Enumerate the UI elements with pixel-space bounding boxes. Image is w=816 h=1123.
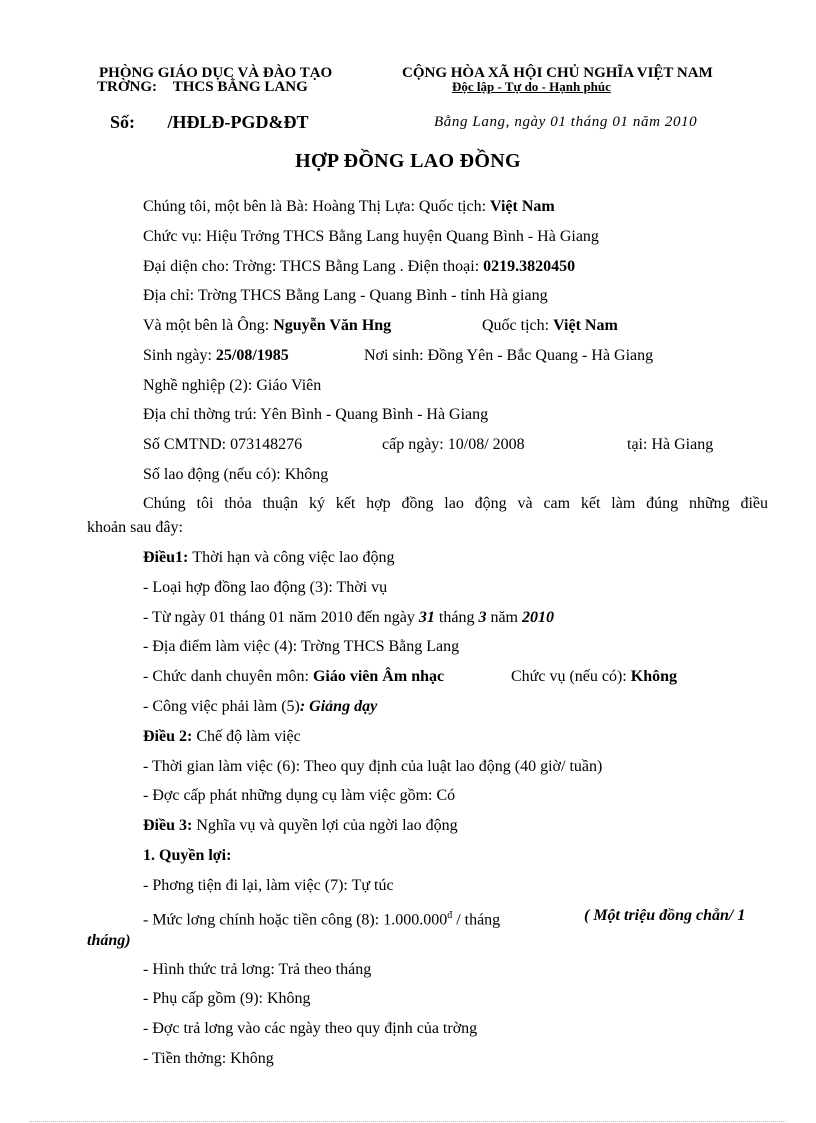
occupation-value: Giáo Viên xyxy=(256,377,322,394)
address-value: Trờng THCS Bằng Lang - Quang Bình - tỉnh Hà giang xyxy=(197,287,548,304)
line-id-place xyxy=(627,435,713,455)
working-time-label: - Thời gian làm việc (6): xyxy=(143,758,304,775)
pob-value: Đồng Yên - Bắc Quang - Hà Giang xyxy=(427,347,654,364)
salary-line xyxy=(143,906,500,930)
employer-nationality: Việt Nam xyxy=(490,198,555,215)
allowance-value: Không xyxy=(266,990,311,1007)
number-label: Số: xyxy=(110,112,136,132)
salary-label: - Mức lơng chính hoặc tiền công (8): xyxy=(143,911,384,929)
transport-line xyxy=(143,876,394,896)
contract-type-label: - Loại hợp đồng lao động (3): xyxy=(143,579,337,596)
phone-value: 0219.3820450 xyxy=(483,258,576,275)
duties-line xyxy=(143,697,377,717)
agreement-line-2: khoản sau đây: xyxy=(87,519,183,536)
line-id xyxy=(143,435,302,455)
line-represent xyxy=(143,257,575,277)
job-title-line xyxy=(143,667,444,687)
number-code: /HĐLĐ-PGD&ĐT xyxy=(167,112,309,132)
working-time-line xyxy=(143,757,602,777)
payment-form-value: Trả theo tháng xyxy=(278,961,372,978)
article-3-heading xyxy=(143,816,458,836)
employee-label: Và một bên là Ông: xyxy=(143,317,274,334)
phone-label: . Điện thoại: xyxy=(395,258,484,275)
labor-number-value: Không xyxy=(284,466,329,483)
working-time-value: Theo quy định của luật lao động (40 giờ/ tuần) xyxy=(303,758,603,775)
employee-nationality: Việt Nam xyxy=(553,317,618,334)
id-date-value: 10/08/ 2008 xyxy=(447,436,525,453)
workplace-value: Trờng THCS Bằng Lang xyxy=(300,638,460,655)
place-date: Bằng Lang, ngày 01 tháng 01 năm 2010 xyxy=(434,114,698,130)
dob-label: Sinh ngày: xyxy=(143,347,216,364)
term-from-month: 01 xyxy=(269,609,286,626)
term-text-month: tháng xyxy=(225,609,270,626)
article-2-heading xyxy=(143,727,301,747)
bonus-label: - Tiền thởng: xyxy=(143,1050,231,1067)
employer-label: Chúng tôi, một bên là Bà: xyxy=(143,198,313,215)
salary-words-2: tháng) xyxy=(87,932,131,949)
line-dob xyxy=(143,346,289,366)
term-text-from: - Từ ngày xyxy=(143,609,210,626)
article-1-heading xyxy=(143,548,395,568)
allowance-label: - Phụ cấp gồm (9): xyxy=(143,990,267,1007)
article-2-label: Điều 2: xyxy=(143,728,197,745)
article-3-label: Điều 3: xyxy=(143,817,197,834)
employer-nationality-label: : Quốc tịch: xyxy=(410,198,491,215)
contract-type-line xyxy=(143,578,387,598)
school-name: THCS BẰNG LANG xyxy=(172,79,308,95)
page-bottom-divider xyxy=(30,1121,786,1122)
id-label: Số CMTND: xyxy=(143,436,231,453)
page-title: HỢP ĐỒNG LAO ĐỒNG xyxy=(295,150,521,172)
job-position-value: Không xyxy=(630,668,677,685)
contract-type-value: Thời vụ xyxy=(336,579,388,596)
position-value: Hiệu Trởng THCS Bằng Lang huyện Quang Bình - Hà Giang xyxy=(205,228,599,245)
term-to-year: 2010 xyxy=(521,609,554,626)
address-label: Địa chỉ: xyxy=(143,287,198,304)
term-from-day: 01 xyxy=(209,609,226,626)
bonus-value: Không xyxy=(230,1050,274,1067)
school-line xyxy=(97,80,308,95)
id-value: 073148276 xyxy=(230,436,303,453)
job-title-value: Giáo viên Âm nhạc xyxy=(312,668,445,685)
school-label: TRỜNG: xyxy=(97,79,157,95)
job-position-line xyxy=(511,667,677,687)
term-line xyxy=(143,608,554,628)
tools-value: Có xyxy=(436,787,456,804)
line-employer xyxy=(143,197,555,217)
job-title-label: - Chức danh chuyên môn: xyxy=(143,668,313,685)
dob-value: 25/08/1985 xyxy=(215,347,289,364)
article-1-label: Điều1: xyxy=(143,549,193,566)
transport-value: Tự túc xyxy=(351,877,394,894)
term-to-day: 31 xyxy=(418,609,435,626)
residence-value: Yên Bình - Quang Bình - Hà Giang xyxy=(260,406,489,423)
payment-form-line xyxy=(143,960,371,980)
employee-name: Nguyễn Văn Hng xyxy=(273,317,392,334)
agreement-line-1: Chúng tôi thỏa thuận ký kết hợp đồng lao động và cam kết làm đúng những điều xyxy=(143,495,768,512)
duties-value: : Giảng dạy xyxy=(299,698,378,715)
term-to-month: 3 xyxy=(478,609,487,626)
term-text-to-year: năm xyxy=(486,609,522,626)
tools-label: - Đợc cấp phát những dụng cụ làm việc gồm: xyxy=(143,787,437,804)
occupation-label: Nghề nghiệp (2): xyxy=(143,377,257,394)
salary-value: 1.000.000 xyxy=(383,911,448,929)
residence-label: Địa chỉ thờng trú: xyxy=(143,406,261,423)
transport-label: - Phơng tiện đi lại, làm việc (7): xyxy=(143,877,352,894)
salary-words-1: ( Một triệu đồng chẵn/ 1 xyxy=(584,907,746,924)
line-employee-nationality xyxy=(482,316,618,336)
represent-value: Trờng: THCS Bằng Lang xyxy=(232,258,396,275)
line-residence xyxy=(143,405,488,425)
line-address xyxy=(143,286,548,306)
duties-label: - Công việc phải làm (5) xyxy=(143,698,300,715)
line-id-date xyxy=(382,435,525,455)
line-employee xyxy=(143,316,391,336)
position-label: Chức vụ: xyxy=(143,228,206,245)
pob-label: Nơi sinh: xyxy=(364,347,428,364)
article-2-title: Chế độ làm việc xyxy=(196,728,301,745)
bonus-line xyxy=(143,1049,274,1069)
id-date-label: cấp ngày: xyxy=(382,436,448,453)
republic-name: CỘNG HÒA XÃ HỘI CHỦ NGHĨA VIỆT NAM xyxy=(402,65,713,81)
id-place-value: Hà Giang xyxy=(651,436,714,453)
line-pob xyxy=(364,346,653,366)
job-position-label: Chức vụ (nếu có): xyxy=(511,668,631,685)
term-text-year: năm xyxy=(285,609,321,626)
line-labor-number xyxy=(143,465,328,485)
id-place-label: tại: xyxy=(627,436,652,453)
line-position xyxy=(143,227,599,247)
allowance-line xyxy=(143,989,311,1009)
article-1-title: Thời hạn và công việc lao động xyxy=(192,549,395,566)
term-text-to-month: tháng xyxy=(434,609,479,626)
rights-heading: 1. Quyền lợi: xyxy=(143,847,232,864)
labor-number-label: Số lao động (nếu có): xyxy=(143,466,285,483)
term-text-to: đến ngày xyxy=(352,609,419,626)
employer-name: Hoàng Thị Lựa xyxy=(312,198,411,215)
term-from-year: 2010 xyxy=(320,609,353,626)
payment-form-label: - Hình thức trả lơng: xyxy=(143,961,279,978)
motto-text: Độc lập - Tự do - Hạnh phúc xyxy=(452,79,611,94)
employee-nationality-label: Quốc tịch: xyxy=(482,317,554,334)
document-number xyxy=(110,112,309,133)
currency-symbol: đ xyxy=(447,910,453,921)
department-name: PHÒNG GIÁO DỤC VÀ ĐÀO TẠO xyxy=(99,65,333,81)
workplace-label: - Địa điểm làm việc (4): xyxy=(143,638,301,655)
pay-date-line: - Đợc trả lơng vào các ngày theo quy định của trờng xyxy=(143,1020,478,1037)
motto xyxy=(452,80,611,94)
line-occupation xyxy=(143,376,321,396)
workplace-line xyxy=(143,637,459,657)
salary-unit: / tháng xyxy=(452,911,501,929)
article-3-title: Nghĩa vụ và quyền lợi của ngời lao động xyxy=(196,817,458,834)
tools-line xyxy=(143,786,455,806)
represent-label: Đại diện cho: xyxy=(143,258,233,275)
